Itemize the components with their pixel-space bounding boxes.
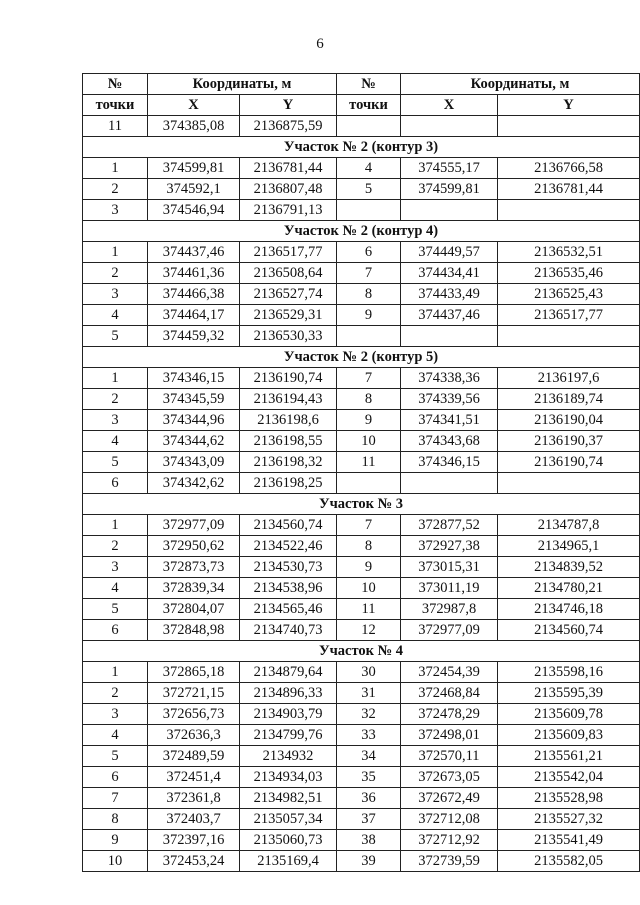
table-row: [83, 389, 640, 410]
cell-point-no-right: 36: [337, 788, 401, 809]
cell-point-no-right: 11: [337, 452, 401, 473]
cell-point-no: 3: [83, 200, 148, 221]
cell-y-coord: 2135169,4: [240, 851, 337, 872]
cell-x-coord-right: 372927,38: [401, 536, 498, 557]
table-row: [83, 725, 640, 746]
cell-y-coord: 2136530,33: [240, 326, 337, 347]
cell-x-coord-right: 374341,51: [401, 410, 498, 431]
cell-point-no: 4: [83, 725, 148, 746]
cell-x-coord-right: 374346,15: [401, 452, 498, 473]
table-row: [83, 662, 640, 683]
cell-y-coord: 2136198,32: [240, 452, 337, 473]
cell-point-no: 6: [83, 620, 148, 641]
cell-y-coord-right: 2135561,21: [498, 746, 640, 767]
cell-point-no-right: 31: [337, 683, 401, 704]
cell-y-coord-right: 2135541,49: [498, 830, 640, 851]
cell-y-coord-right: 2135527,32: [498, 809, 640, 830]
cell-x-coord: 372489,59: [148, 746, 240, 767]
section-row: [83, 641, 640, 662]
cell-x-coord: 372397,16: [148, 830, 240, 851]
cell-x-coord-right: 372478,29: [401, 704, 498, 725]
table-row: [83, 368, 640, 389]
cell-point-no: 1: [83, 158, 148, 179]
cell-point-no-right: 37: [337, 809, 401, 830]
cell-y-coord: 2136198,55: [240, 431, 337, 452]
cell-point-no-right: 8: [337, 536, 401, 557]
cell-point-no: 3: [83, 284, 148, 305]
cell-x-coord-right: 373015,31: [401, 557, 498, 578]
cell-point-no-right: 6: [337, 242, 401, 263]
cell-point-no: 4: [83, 431, 148, 452]
cell-y-coord: 2136508,64: [240, 263, 337, 284]
cell-x-coord-right: 372877,52: [401, 515, 498, 536]
cell-point-no-right: 33: [337, 725, 401, 746]
cell-point-no-right: 11: [337, 599, 401, 620]
cell-point-no-right: 5: [337, 179, 401, 200]
cell-point-no-right: 8: [337, 284, 401, 305]
cell-y-coord-right: [498, 200, 640, 221]
table-row: [83, 158, 640, 179]
cell-x-coord: 374343,09: [148, 452, 240, 473]
cell-x-coord-right: 374339,56: [401, 389, 498, 410]
coordinates-table: [82, 73, 640, 872]
cell-point-no: 3: [83, 410, 148, 431]
cell-x-coord-right: 372977,09: [401, 620, 498, 641]
cell-y-coord-right: 2135609,83: [498, 725, 640, 746]
table-row: [83, 788, 640, 809]
cell-y-coord: 2136807,48: [240, 179, 337, 200]
cell-y-coord-right: 2134965,1: [498, 536, 640, 557]
table-row: [83, 326, 640, 347]
table-row: [83, 116, 640, 137]
cell-y-coord-right: 2136532,51: [498, 242, 640, 263]
cell-point-no: 4: [83, 578, 148, 599]
cell-x-coord-right: 372498,01: [401, 725, 498, 746]
table-row: [83, 599, 640, 620]
cell-y-coord: 2136529,31: [240, 305, 337, 326]
table-row: [83, 809, 640, 830]
cell-x-coord-right: 374338,36: [401, 368, 498, 389]
cell-y-coord: 2134879,64: [240, 662, 337, 683]
cell-y-coord-right: 2136190,04: [498, 410, 640, 431]
cell-y-coord-right: [498, 473, 640, 494]
table-subheader-row: [83, 95, 640, 116]
cell-x-coord-right: 372739,59: [401, 851, 498, 872]
cell-y-coord: 2134799,76: [240, 725, 337, 746]
cell-y-coord: 2136875,59: [240, 116, 337, 137]
cell-x-coord: 374459,32: [148, 326, 240, 347]
cell-y-coord: 2134934,03: [240, 767, 337, 788]
cell-point-no: 2: [83, 179, 148, 200]
cell-y-coord: 2136527,74: [240, 284, 337, 305]
table-row: [83, 851, 640, 872]
cell-point-no-right: [337, 200, 401, 221]
cell-point-no-right: [337, 473, 401, 494]
cell-point-no: 5: [83, 326, 148, 347]
cell-y-coord: 2134932: [240, 746, 337, 767]
table-row: [83, 536, 640, 557]
cell-x-coord: 374344,62: [148, 431, 240, 452]
cell-point-no: 7: [83, 788, 148, 809]
cell-y-coord: 2136517,77: [240, 242, 337, 263]
cell-point-no-right: 39: [337, 851, 401, 872]
cell-x-coord: 374344,96: [148, 410, 240, 431]
section-row: [83, 347, 640, 368]
cell-point-no-right: 12: [337, 620, 401, 641]
header-point-label-right: точки: [337, 95, 401, 116]
cell-point-no-right: 38: [337, 830, 401, 851]
cell-x-coord: 372865,18: [148, 662, 240, 683]
cell-y-coord: 2136198,6: [240, 410, 337, 431]
cell-x-coord: 372977,09: [148, 515, 240, 536]
cell-x-coord-right: 373011,19: [401, 578, 498, 599]
cell-x-coord: 372361,8: [148, 788, 240, 809]
cell-point-no: 5: [83, 452, 148, 473]
cell-x-coord: 372839,34: [148, 578, 240, 599]
cell-point-no-right: 9: [337, 410, 401, 431]
cell-point-no-right: 7: [337, 263, 401, 284]
cell-y-coord-right: 2134839,52: [498, 557, 640, 578]
cell-y-coord-right: 2136189,74: [498, 389, 640, 410]
section-title: Участок № 2 (контур 3): [83, 137, 640, 158]
table-row: [83, 452, 640, 473]
cell-point-no: 5: [83, 599, 148, 620]
cell-point-no: 2: [83, 263, 148, 284]
cell-point-no-right: 4: [337, 158, 401, 179]
cell-x-coord: 372848,98: [148, 620, 240, 641]
cell-x-coord-right: [401, 326, 498, 347]
cell-x-coord-right: 372570,11: [401, 746, 498, 767]
cell-point-no-right: 10: [337, 578, 401, 599]
table-row: [83, 431, 640, 452]
header-coords-left: Координаты, м: [148, 74, 337, 95]
cell-x-coord: 372950,62: [148, 536, 240, 557]
table-row: [83, 410, 640, 431]
cell-y-coord-right: 2136766,58: [498, 158, 640, 179]
cell-x-coord: 374592,1: [148, 179, 240, 200]
cell-point-no-right: 35: [337, 767, 401, 788]
cell-x-coord: 372804,07: [148, 599, 240, 620]
cell-x-coord-right: 374343,68: [401, 431, 498, 452]
cell-x-coord-right: 374433,49: [401, 284, 498, 305]
cell-point-no: 6: [83, 473, 148, 494]
cell-point-no: 11: [83, 116, 148, 137]
cell-point-no-right: 34: [337, 746, 401, 767]
cell-y-coord-right: [498, 116, 640, 137]
cell-y-coord-right: 2136190,74: [498, 452, 640, 473]
cell-point-no-right: 7: [337, 368, 401, 389]
header-y-left: Y: [240, 95, 337, 116]
cell-y-coord: 2135057,34: [240, 809, 337, 830]
cell-point-no: 1: [83, 515, 148, 536]
cell-x-coord-right: [401, 116, 498, 137]
cell-x-coord: 372451,4: [148, 767, 240, 788]
cell-point-no-right: [337, 116, 401, 137]
cell-point-no: 10: [83, 851, 148, 872]
table-row: [83, 473, 640, 494]
cell-y-coord: 2136791,13: [240, 200, 337, 221]
cell-y-coord: 2134522,46: [240, 536, 337, 557]
cell-y-coord-right: 2136535,46: [498, 263, 640, 284]
cell-x-coord-right: 372454,39: [401, 662, 498, 683]
cell-x-coord-right: 374449,57: [401, 242, 498, 263]
cell-x-coord-right: [401, 473, 498, 494]
table-row: [83, 515, 640, 536]
cell-x-coord-right: [401, 200, 498, 221]
cell-point-no-right: 30: [337, 662, 401, 683]
header-point-no-right: №: [337, 74, 401, 95]
cell-x-coord: 374345,59: [148, 389, 240, 410]
cell-point-no: 1: [83, 368, 148, 389]
cell-point-no-right: 10: [337, 431, 401, 452]
cell-point-no-right: 8: [337, 389, 401, 410]
cell-x-coord-right: 372672,49: [401, 788, 498, 809]
cell-y-coord-right: 2134780,21: [498, 578, 640, 599]
table-row: [83, 830, 640, 851]
cell-x-coord-right: 374434,41: [401, 263, 498, 284]
cell-x-coord: 372403,7: [148, 809, 240, 830]
cell-y-coord-right: 2135528,98: [498, 788, 640, 809]
table-row: [83, 620, 640, 641]
cell-x-coord: 372453,24: [148, 851, 240, 872]
cell-y-coord-right: 2134560,74: [498, 620, 640, 641]
header-y-right: Y: [498, 95, 640, 116]
cell-x-coord-right: 372468,84: [401, 683, 498, 704]
cell-y-coord: 2134982,51: [240, 788, 337, 809]
table-row: [83, 767, 640, 788]
table-row: [83, 305, 640, 326]
cell-y-coord-right: 2135595,39: [498, 683, 640, 704]
table-row: [83, 200, 640, 221]
section-title: Участок № 3: [83, 494, 640, 515]
table-row: [83, 284, 640, 305]
cell-y-coord: 2134560,74: [240, 515, 337, 536]
section-row: [83, 494, 640, 515]
cell-y-coord-right: 2136781,44: [498, 179, 640, 200]
cell-x-coord: 372721,15: [148, 683, 240, 704]
cell-x-coord: 372656,73: [148, 704, 240, 725]
cell-x-coord: 374599,81: [148, 158, 240, 179]
cell-y-coord: 2136781,44: [240, 158, 337, 179]
cell-x-coord-right: 374599,81: [401, 179, 498, 200]
cell-y-coord-right: 2136197,6: [498, 368, 640, 389]
cell-point-no-right: 9: [337, 557, 401, 578]
table-header-row: [83, 74, 640, 95]
table-row: [83, 704, 640, 725]
cell-y-coord: 2134530,73: [240, 557, 337, 578]
cell-y-coord-right: 2136190,37: [498, 431, 640, 452]
header-point-label-left: точки: [83, 95, 148, 116]
cell-x-coord-right: 372987,8: [401, 599, 498, 620]
cell-point-no: 2: [83, 683, 148, 704]
cell-y-coord: 2136194,43: [240, 389, 337, 410]
cell-x-coord: 374461,36: [148, 263, 240, 284]
cell-y-coord: 2134538,96: [240, 578, 337, 599]
table-row: [83, 683, 640, 704]
table-row: [83, 746, 640, 767]
table-row: [83, 578, 640, 599]
section-row: [83, 221, 640, 242]
cell-x-coord: 374385,08: [148, 116, 240, 137]
cell-x-coord-right: 372673,05: [401, 767, 498, 788]
table-row: [83, 242, 640, 263]
cell-y-coord: 2136190,74: [240, 368, 337, 389]
cell-y-coord-right: [498, 326, 640, 347]
cell-y-coord-right: 2135598,16: [498, 662, 640, 683]
cell-x-coord-right: 372712,92: [401, 830, 498, 851]
cell-y-coord-right: 2135609,78: [498, 704, 640, 725]
section-title: Участок № 2 (контур 4): [83, 221, 640, 242]
cell-point-no: 9: [83, 830, 148, 851]
cell-x-coord-right: 374555,17: [401, 158, 498, 179]
cell-point-no: 5: [83, 746, 148, 767]
cell-point-no: 2: [83, 389, 148, 410]
cell-point-no-right: [337, 326, 401, 347]
cell-point-no: 6: [83, 767, 148, 788]
cell-point-no-right: 7: [337, 515, 401, 536]
cell-point-no: 2: [83, 536, 148, 557]
table-row: [83, 557, 640, 578]
cell-x-coord: 374437,46: [148, 242, 240, 263]
cell-x-coord: 372636,3: [148, 725, 240, 746]
cell-y-coord-right: 2136517,77: [498, 305, 640, 326]
cell-point-no: 1: [83, 242, 148, 263]
cell-y-coord: 2135060,73: [240, 830, 337, 851]
cell-y-coord-right: 2135542,04: [498, 767, 640, 788]
cell-y-coord: 2134565,46: [240, 599, 337, 620]
cell-y-coord-right: 2135582,05: [498, 851, 640, 872]
cell-point-no: 3: [83, 557, 148, 578]
cell-point-no: 3: [83, 704, 148, 725]
cell-x-coord: 374464,17: [148, 305, 240, 326]
cell-point-no: 4: [83, 305, 148, 326]
cell-point-no-right: 9: [337, 305, 401, 326]
cell-x-coord: 374466,38: [148, 284, 240, 305]
section-title: Участок № 2 (контур 5): [83, 347, 640, 368]
cell-y-coord-right: 2134787,8: [498, 515, 640, 536]
header-point-no-left: №: [83, 74, 148, 95]
cell-point-no-right: 32: [337, 704, 401, 725]
cell-x-coord: 374546,94: [148, 200, 240, 221]
section-row: [83, 137, 640, 158]
cell-x-coord-right: 372712,08: [401, 809, 498, 830]
section-title: Участок № 4: [83, 641, 640, 662]
header-x-right: X: [401, 95, 498, 116]
table-row: [83, 179, 640, 200]
cell-y-coord: 2134903,79: [240, 704, 337, 725]
cell-x-coord: 374346,15: [148, 368, 240, 389]
cell-y-coord-right: 2136525,43: [498, 284, 640, 305]
cell-y-coord: 2134740,73: [240, 620, 337, 641]
cell-point-no: 8: [83, 809, 148, 830]
cell-point-no: 1: [83, 662, 148, 683]
table-row: [83, 263, 640, 284]
cell-x-coord-right: 374437,46: [401, 305, 498, 326]
page-number: 6: [316, 36, 324, 52]
cell-x-coord: 374342,62: [148, 473, 240, 494]
cell-y-coord: 2134896,33: [240, 683, 337, 704]
cell-y-coord: 2136198,25: [240, 473, 337, 494]
header-coords-right: Координаты, м: [401, 74, 640, 95]
cell-y-coord-right: 2134746,18: [498, 599, 640, 620]
cell-x-coord: 372873,73: [148, 557, 240, 578]
header-x-left: X: [148, 95, 240, 116]
